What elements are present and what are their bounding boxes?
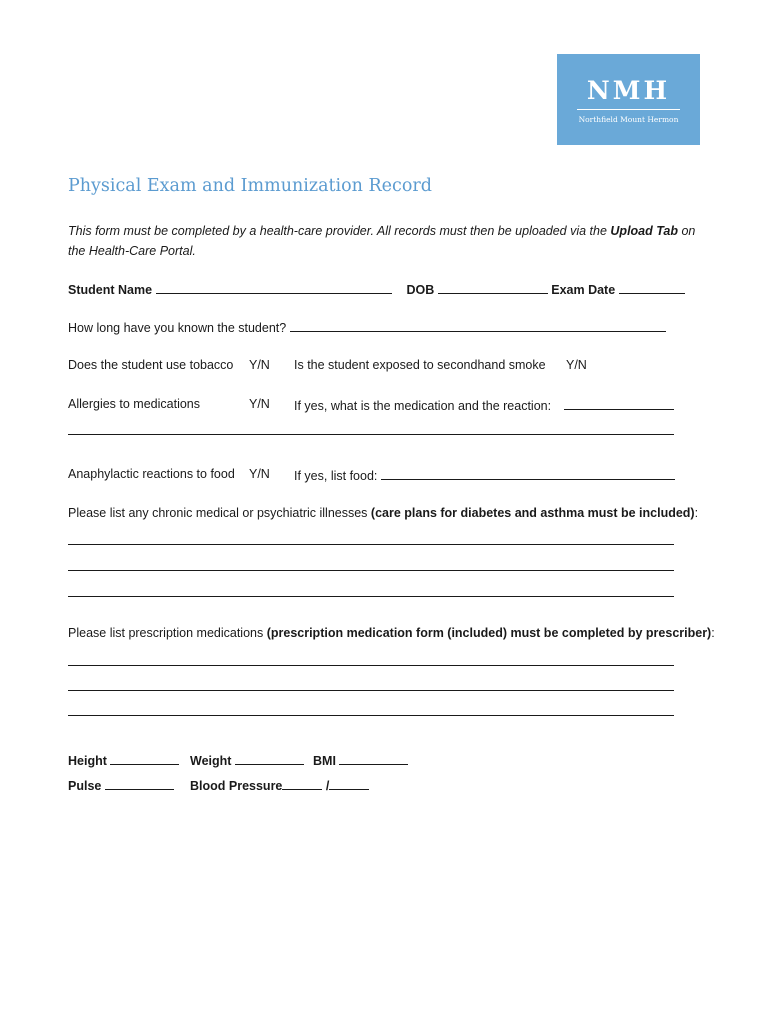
height-field[interactable] xyxy=(110,752,179,765)
bmi-field[interactable] xyxy=(339,752,408,765)
prescription-text: Please list prescription medications xyxy=(68,626,267,640)
prescription-prompt xyxy=(68,626,715,640)
allergy-extra-line[interactable] xyxy=(68,434,674,435)
chronic-bold: (care plans for diabetes and asthma must be included) xyxy=(370,506,695,520)
student-info-row xyxy=(68,281,685,297)
blood-pressure-row xyxy=(190,777,369,793)
allergy-followup-field[interactable] xyxy=(564,397,674,410)
dob-field[interactable] xyxy=(438,281,548,294)
pulse-row xyxy=(68,777,174,793)
exam-date-field[interactable] xyxy=(619,281,685,294)
nmh-logo xyxy=(557,54,700,145)
known-student-field[interactable] xyxy=(290,319,666,332)
prescription-line-2[interactable] xyxy=(68,690,674,691)
chronic-line-2[interactable] xyxy=(68,570,674,571)
known-student-row xyxy=(68,319,666,335)
tobacco-yn[interactable]: Y/N xyxy=(249,358,270,372)
prescription-colon: : xyxy=(711,626,715,640)
intro-text-b: on the Health-Care Portal. xyxy=(68,224,696,258)
height-label: Height xyxy=(68,754,107,768)
anaphylactic-label: Anaphylactic reactions to food xyxy=(68,467,235,481)
bmi-row xyxy=(313,752,408,768)
pulse-label: Pulse xyxy=(68,779,102,793)
food-followup-label: If yes, list food: xyxy=(294,469,378,483)
student-name-field[interactable] xyxy=(156,281,392,294)
allergy-followup-label: If yes, what is the medication and the reaction: xyxy=(294,399,552,413)
weight-field[interactable] xyxy=(235,752,304,765)
bmi-label: BMI xyxy=(313,754,336,768)
chronic-prompt xyxy=(68,506,698,520)
intro-bold: Upload Tab xyxy=(610,224,678,238)
weight-label: Weight xyxy=(190,754,232,768)
weight-row xyxy=(190,752,304,768)
chronic-line-3[interactable] xyxy=(68,596,674,597)
logo-subtitle: Northfield Mount Hermon xyxy=(578,115,679,124)
food-followup-row xyxy=(294,467,675,483)
pulse-field[interactable] xyxy=(105,777,174,790)
allergy-followup-row xyxy=(294,397,674,413)
anaphylactic-yn[interactable]: Y/N xyxy=(249,467,270,481)
tobacco-label: Does the student use tobacco xyxy=(68,358,234,372)
known-student-label: How long have you known the student? xyxy=(68,321,287,335)
chronic-colon: : xyxy=(694,506,699,520)
prescription-line-1[interactable] xyxy=(68,665,674,666)
bp-slash: / xyxy=(325,779,330,793)
exam-date-label: Exam Date xyxy=(551,283,616,297)
allergies-label: Allergies to medications xyxy=(68,397,201,411)
student-name-label: Student Name xyxy=(68,283,153,297)
chronic-line-1[interactable] xyxy=(68,544,674,545)
food-followup-field[interactable] xyxy=(381,467,675,480)
secondhand-yn[interactable]: Y/N xyxy=(566,358,587,372)
blood-pressure-label: Blood Pressure xyxy=(190,779,283,793)
intro-paragraph xyxy=(68,221,708,261)
prescription-line-3[interactable] xyxy=(68,715,674,716)
intro-text-a: This form must be completed by a health-care provider. All records must then be uploaded via the xyxy=(68,224,611,238)
bp-systolic-field[interactable] xyxy=(282,777,322,790)
dob-label: DOB xyxy=(406,283,435,297)
page-title: Physical Exam and Immunization Record xyxy=(68,176,432,196)
chronic-text: Please list any chronic medical or psychiatric illnesses xyxy=(68,506,371,520)
bp-diastolic-field[interactable] xyxy=(329,777,369,790)
height-row xyxy=(68,752,179,768)
logo-rule xyxy=(577,109,680,110)
prescription-bold: (prescription medication form (included) must be completed by prescriber) xyxy=(266,626,712,640)
logo-mark: NMH xyxy=(586,76,671,105)
secondhand-label: Is the student exposed to secondhand smoke xyxy=(294,358,546,372)
allergies-yn[interactable]: Y/N xyxy=(249,397,270,411)
